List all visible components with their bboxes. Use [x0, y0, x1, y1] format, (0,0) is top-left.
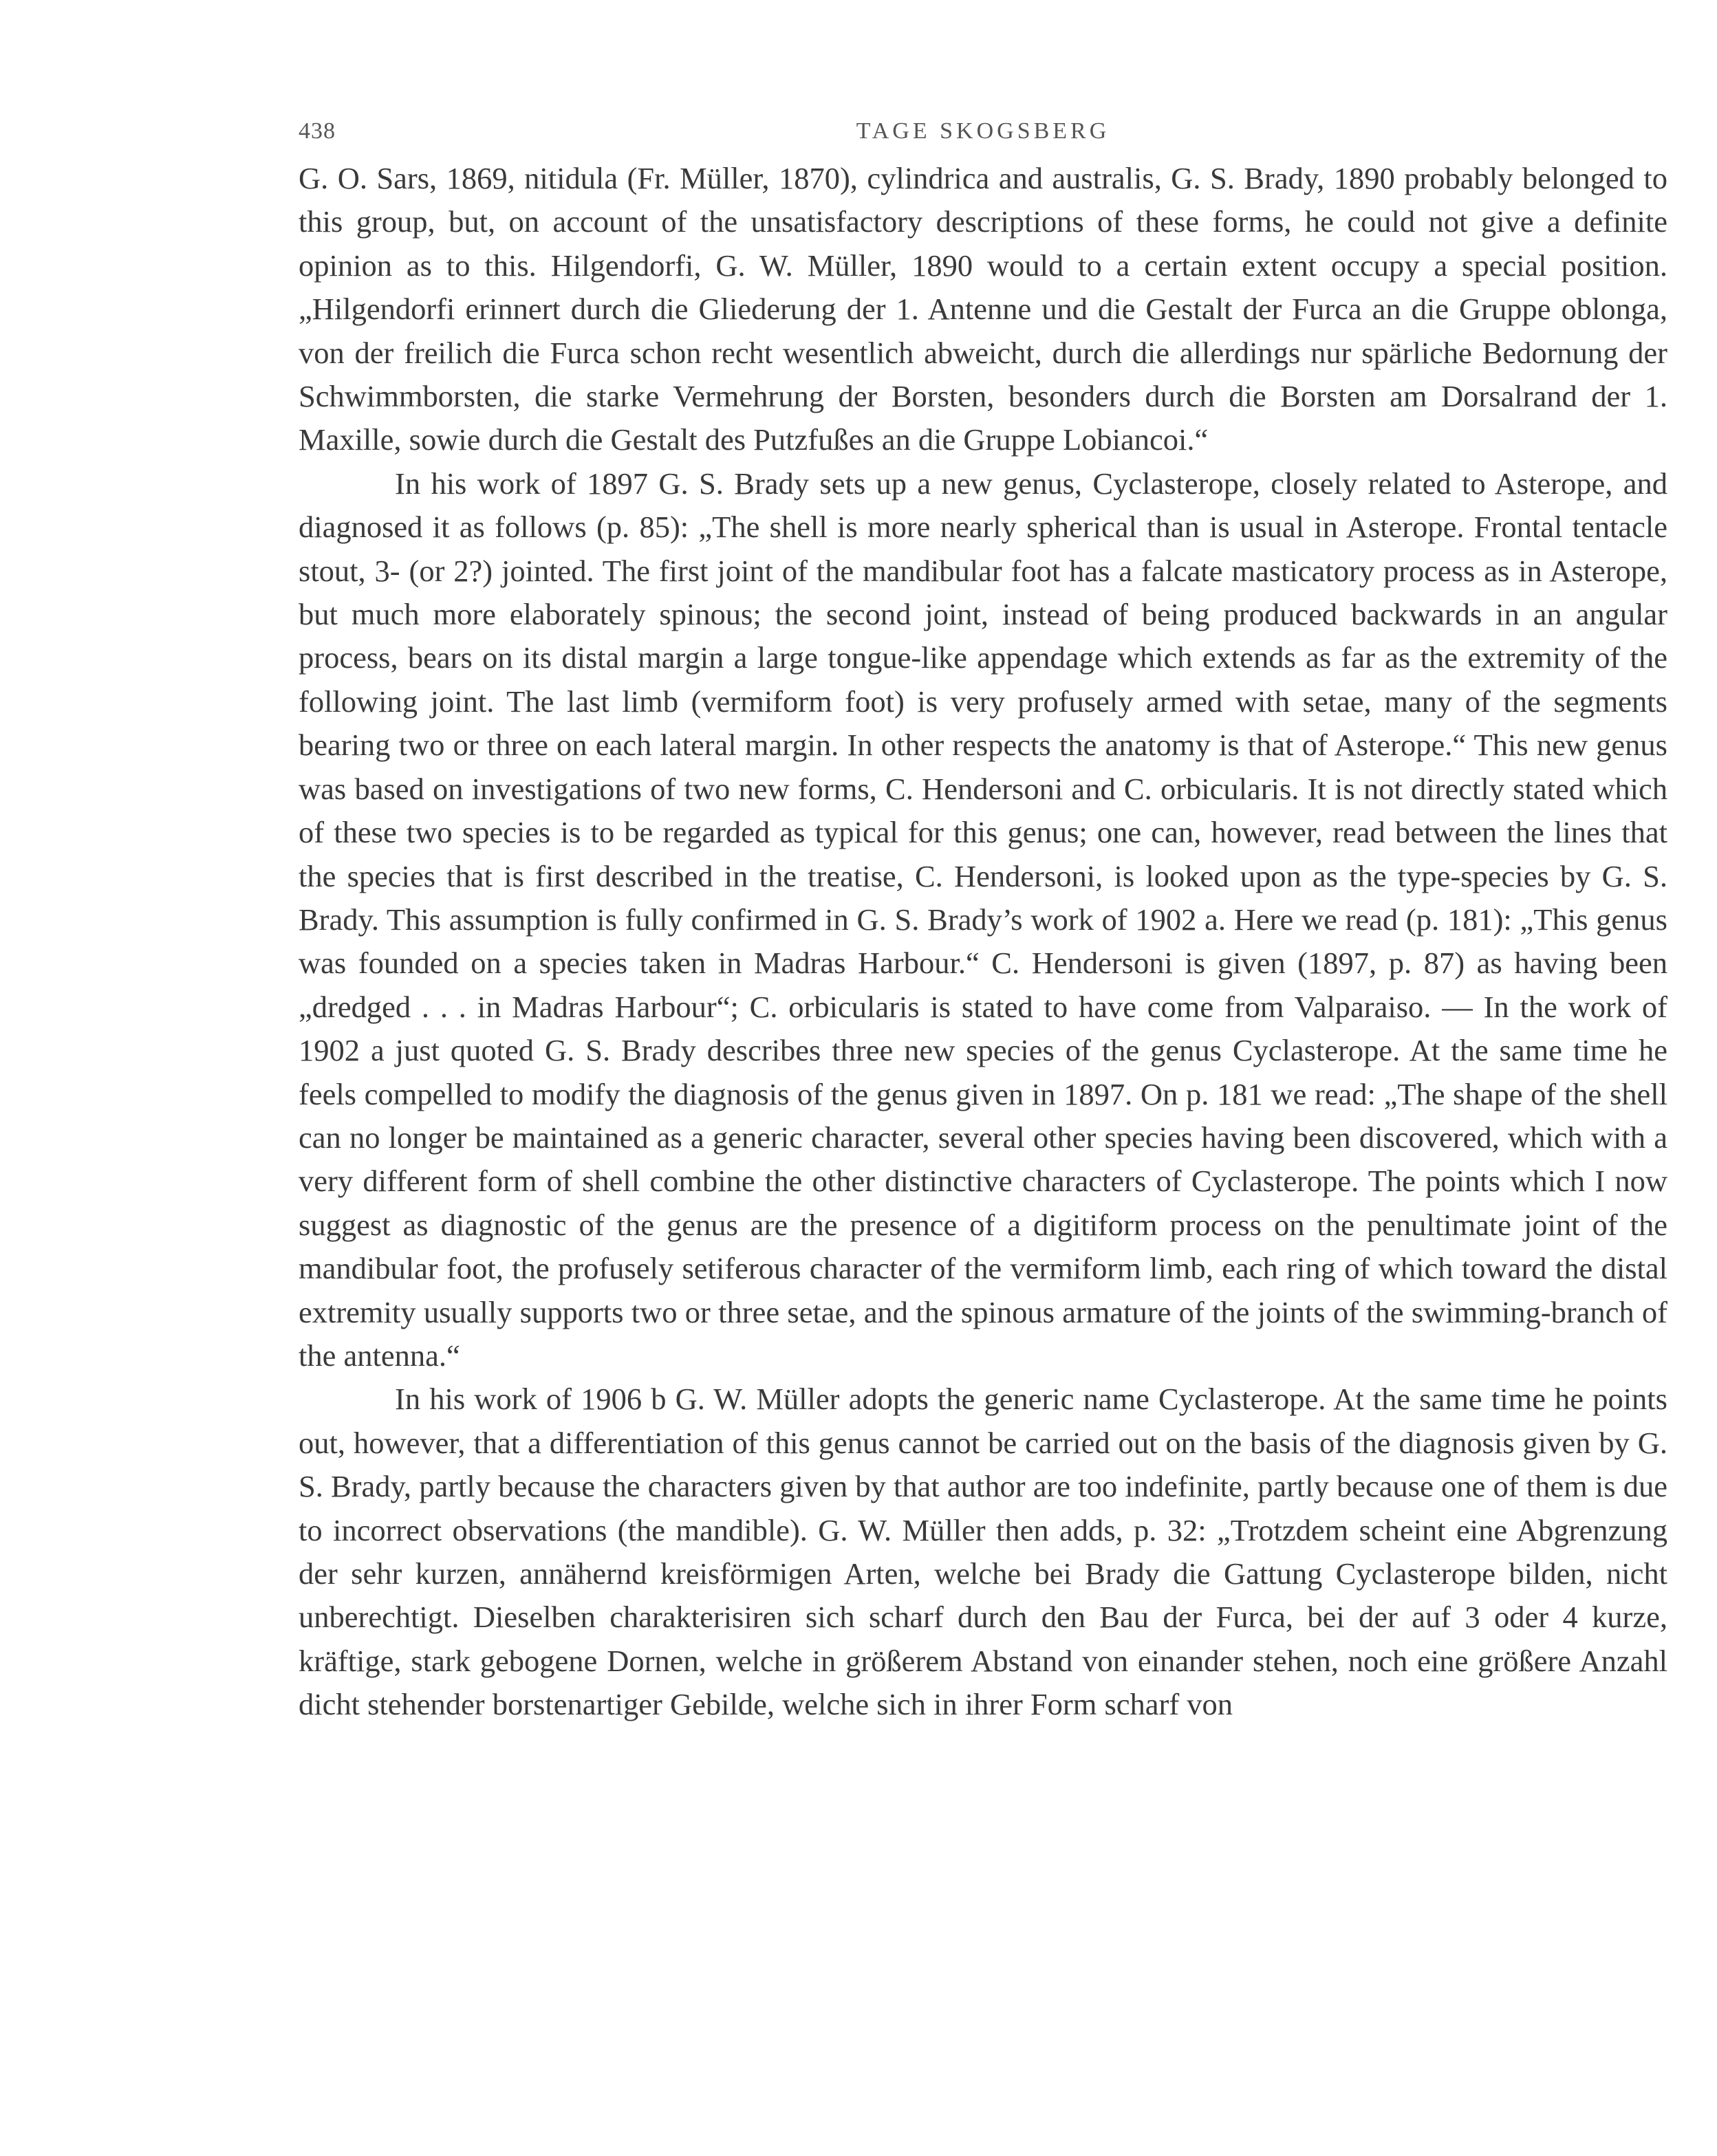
paragraph: In his work of 1906 b G. W. Müller adopts the generic name Cyclasterope. At the same time he points out, however, that a differentiation of this genus cannot be carried out on the basis of the diagnosis given by G. S. Brady, partly because the characters given by that author are too indefinite, partly because one of them is due to incorrect observations (the mandible). G. W. Müller then adds, p. 32: „Trotzdem scheint eine Abgrenzung der sehr kurzen, annähernd kreisförmigen Arten, welche bei Brady die Gattung Cyclasterope bilden, nicht unberechtigt. Dieselben charakterisiren sich scharf durch den Bau der Furca, bei der auf 3 oder 4 kurze, kräftige, stark gebogene Dornen, welche in größerem Abstand von einander stehen, noch eine größere Anzahl dicht stehender borstenartiger Gebilde, welche sich in ihrer Form scharf von	[299, 1382, 1667, 1722]
paragraph: G. O. Sars, 1869, nitidula (Fr. Müller, 1870), cylindrica and australis, G. S. Brady, 1890 probably belonged to this group, but, on account of the unsatisfactory descriptions of these forms, he could not give a definite opinion as to this. Hilgendorfi, G. W. Müller, 1890 would to a certain extent occupy a special position. „Hilgendorfi erinnert durch die Gliederung der 1. Antenne und die Gestalt der Furca an die Gruppe oblonga, von der freilich die Furca schon recht wesentlich abweicht, durch die allerdings nur spärliche Bedornung der Schwimmborsten, die starke Vermehrung der Borsten, besonders durch die Borsten am Dorsalrand der 1. Maxille, sowie durch die Gestalt des Putzfußes an die Gruppe Lobiancoi.“	[299, 161, 1667, 457]
paragraph: In his work of 1897 G. S. Brady sets up a new genus, Cyclasterope, closely related to Asterope, and diagnosed it as follows (p. 85): „The shell is more nearly spherical than is usual in Asterope. Frontal tentacle stout, 3- (or 2?) jointed. The first joint of the mandibular foot has a falcate masticatory process as in Asterope, but much more elaborately spinous; the second joint, instead of being produced backwards in an angular process, bears on its distal margin a large tongue-like appendage which extends as far as the extremity of the following joint. The last limb (vermiform foot) is very profusely armed with setae, many of the segments bearing two or three on each lateral margin. In other respects the anatomy is that of Asterope.“ This new genus was based on investigations of two new forms, C. Hendersoni and C. orbicularis. It is not directly stated which of these two species is to be regarded as typical for this genus; one can, however, read between the lines that the species that is first described in the treatise, C. Hendersoni, is looked upon as the type-species by G. S. Brady. This assumption is fully confirmed in G. S. Brady’s work of 1902 a. Here we read (p. 181): „This genus was founded on a species taken in Madras Harbour.“ C. Hendersoni is given (1897, p. 87) as having been „dredged . . . in Madras Harbour“; C. orbicularis is stated to have come from Valparaiso. — In the work of 1902 a just quoted G. S. Brady describes three new species of the genus Cyclasterope. At the same time he feels compelled to modify the diagnosis of the genus given in 1897. On p. 181 we read: „The shape of the shell can no longer be maintained as a generic character, several other species having been discovered, which with a very different form of shell combine the other distinctive characters of Cyclasterope. The points which I now suggest as diagnostic of the genus are the presence of a digitiform process on the penultimate joint of the mandibular foot, the profusely setiferous character of the vermiform limb, each ring of which toward the distal extremity usually supports two or three setae, and the spinous armature of the joints of the swimming-branch of the antenna.“	[299, 466, 1667, 1373]
running-head	[299, 118, 1667, 149]
page-number: 438	[299, 118, 336, 144]
running-title: TAGE SKOGSBERG	[856, 118, 1110, 144]
body-text	[299, 157, 1667, 1727]
